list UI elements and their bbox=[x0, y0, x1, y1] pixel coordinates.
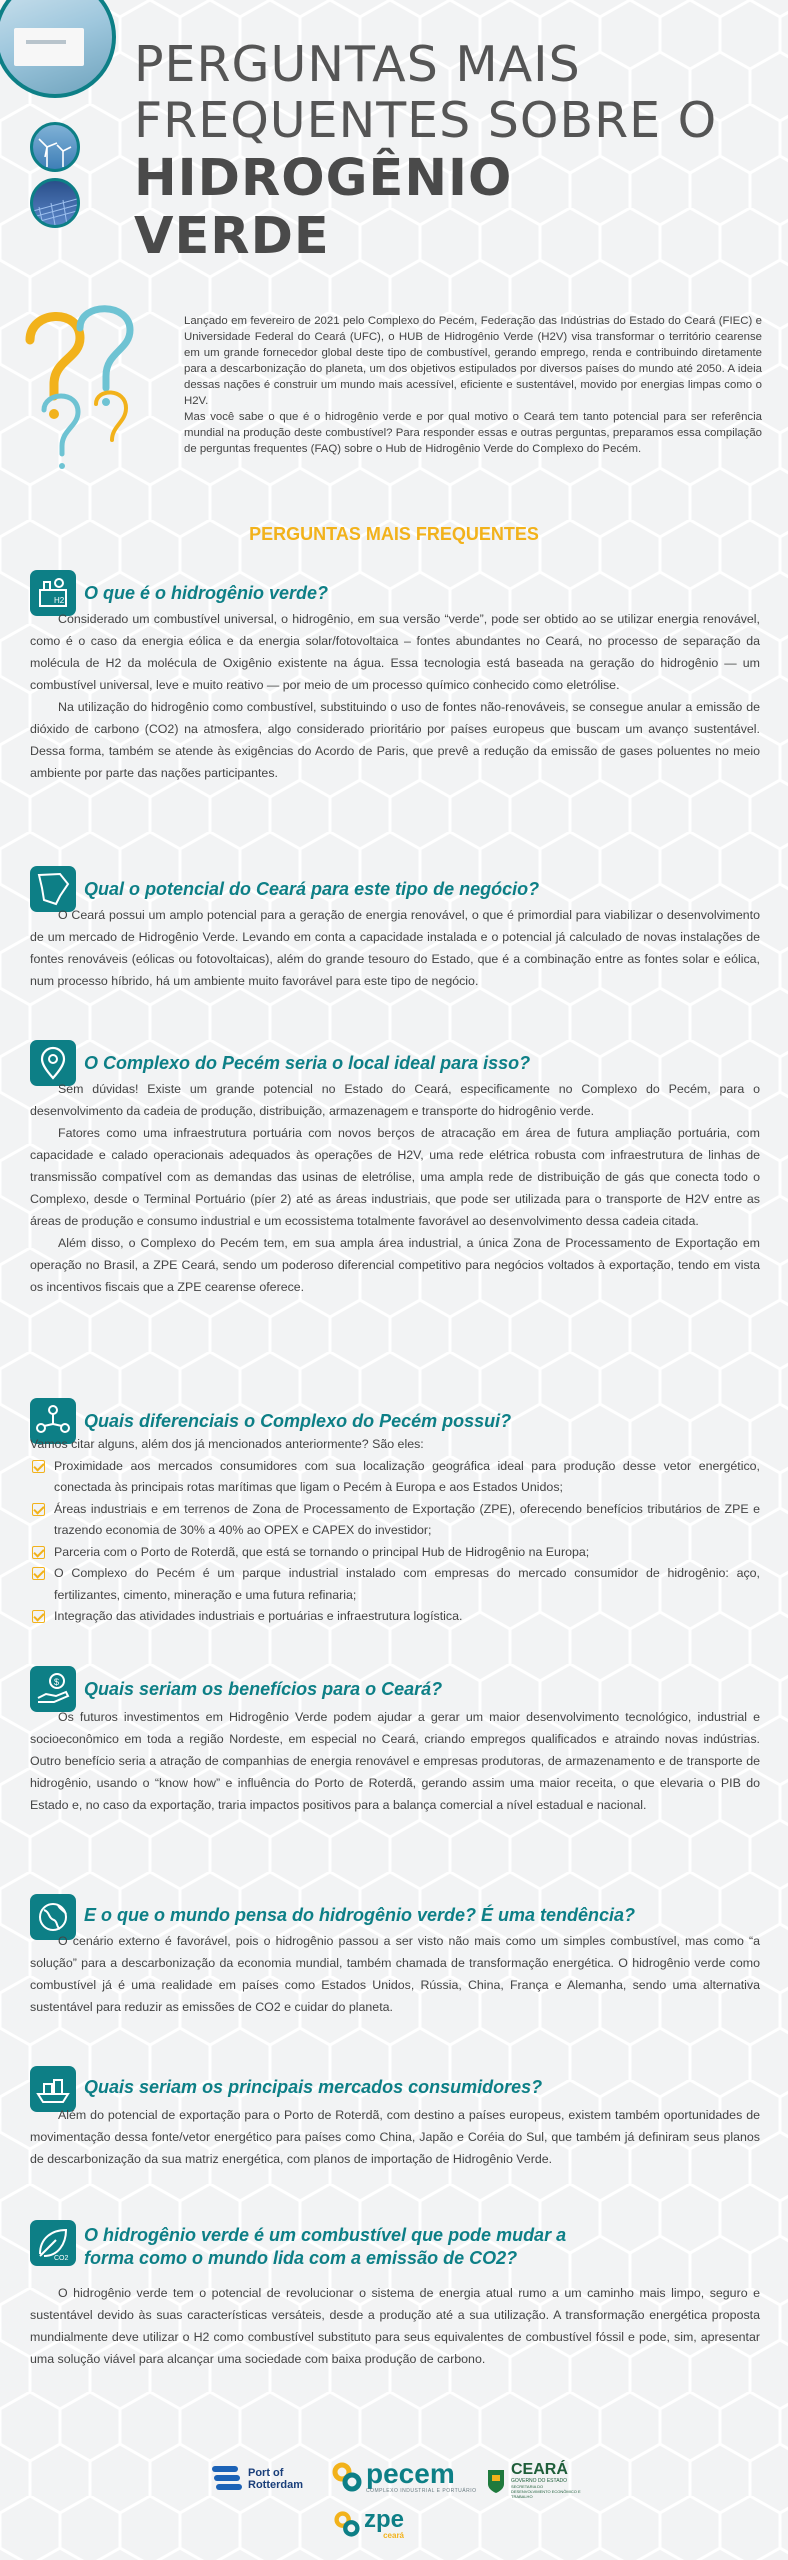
ceara-subtitle: SECRETARIA DO DESENVOLVIMENTO ECONÔMICO E TRABALHO bbox=[511, 2484, 581, 2499]
faq-question: Quais seriam os benefícios para o Ceará? bbox=[84, 1679, 443, 1699]
faq-question: Quais diferenciais o Complexo do Pecém possui? bbox=[84, 1411, 512, 1431]
svg-text:CO2: CO2 bbox=[54, 2255, 69, 2262]
rotterdam-text: Port of bbox=[248, 2467, 284, 2479]
pecem-logo bbox=[332, 2460, 477, 2494]
answer-paragraph: Sem dúvidas! Existe um grande potencial no Estado do Ceará, especificamente no Complexo do Pecém, para o desenvolvimento da cadeia de produção, distribuição, armazenagem e transporte do hidrogênio verde. bbox=[30, 1082, 760, 1118]
answer-paragraph: Além do potencial de exportação para o Porto de Roterdã, com destino a países europeus, existem também oportunidades de movimentação dessa fonte/vetor energético para países como China, Japão e Coréia do Sul, que também já definiram seus planos de descarbonização da sua matriz energética, com planos de importação de Hidrogênio Verde. bbox=[30, 2108, 760, 2166]
list-item: Parceria com o Porto de Roterdã, que está se tornando o principal Hub de Hidrogênio na Europa; bbox=[30, 1542, 760, 1564]
faq-question: E o que o mundo pensa do hidrogênio verde? É uma tendência? bbox=[84, 1905, 636, 1925]
answer-paragraph: Considerado um combustível universal, o hidrogênio, em sua versão “verde”, pode ser obtido ao se utilizar energia renovável, como é o caso da energia eólica e da energia solar/fotovoltaica – fontes abundantes no Ceará, no processo de separação da molécula de H2 da molécula de Oxigênio existente na água. Essa tecnologia está baseada na geração do hidrogênio — um combustível universal, leve e muito reativo — por meio de um processo químico conhecido como eletrólise. bbox=[30, 612, 760, 692]
answer-paragraph: Além disso, o Complexo do Pecém tem, em sua ampla área industrial, a única Zona de Processamento de Exportação em operação no Brasil, a ZPE Ceará, sendo um poderoso diferencial competitivo para negócios voltados à exportação, tendo em vista os incentivos fiscais que a ZPE cearense oferece. bbox=[30, 1236, 760, 1294]
answer-paragraph: Os futuros investimentos em Hidrogênio Verde podem ajudar a gerar um maior desenvolvimento tecnológico, industrial e socioeconômico em toda a região Nordeste, em especial no Ceará, criando empregos qualificados e atraindo novas indústrias. Outro benefício seria a atração de companhias de energia renovável e empresas produtoras, de armazenamento e de transporte de hidrogênio, usando o “know how” e influência do Porto de Roterdã, gerando assim uma maior receita, o que elevaria o PIB do Estado e, no caso da exportação, traria impactos positivos para a balança comercial a nível estadual e nacional. bbox=[30, 1710, 760, 1812]
list-item: O Complexo do Pecém é um parque industrial instalado com empresas do mercado consumidor de hidrogênio: aço, fertilizantes, cimento, mineração e uma futura refinaria; bbox=[30, 1563, 760, 1606]
pecem-wordmark: pecem bbox=[366, 2458, 455, 2489]
co2-leaf-icon bbox=[30, 2220, 76, 2266]
page-title-line-2: FREQUENTES SOBRE O bbox=[134, 92, 718, 149]
faq-question: Quais seriam os principais mercados consumidores? bbox=[84, 2077, 543, 2097]
faq-section-co2 bbox=[30, 2220, 760, 2420]
page-title-line-1: PERGUNTAS MAIS bbox=[134, 36, 581, 93]
faq-question-line: O hidrogênio verde é um combustível que pode mudar a bbox=[84, 2225, 567, 2245]
port-of-rotterdam-logo bbox=[212, 2466, 303, 2492]
faq-section-markets bbox=[30, 2066, 760, 2206]
zpe-ceara-logo bbox=[334, 2508, 404, 2540]
rotterdam-waves-icon bbox=[212, 2466, 242, 2492]
faq-answer bbox=[30, 608, 760, 784]
zpe-symbol-icon bbox=[334, 2511, 360, 2537]
hub-building-photo bbox=[0, 0, 116, 98]
pecem-symbol-icon bbox=[332, 2462, 362, 2492]
differentials-list bbox=[30, 1456, 760, 1628]
wind-turbine-photo bbox=[30, 122, 80, 172]
answer-paragraph: Fatores como uma infraestrutura portuária com novos berços de atracação em área de futura ampliação portuária, com capacidade e calado operacionais adequados às operações de H2V, uma rede elétrica robusta com infraestrutura de linhas de transmissão compatível com as demandas das usinas de eletrólise, uma ampla rede de distribuição de gás que conecta todo o Complexo, desde o Terminal Portuário (píer 2) até as áreas industriais, que pode ser utilizada para o transporte de H2V entre as áreas de produção e consumo industrial e um ecossistema totalmente favorável ao desenvolvimento dessa cadeia citada. bbox=[30, 1126, 760, 1228]
faq-answer bbox=[30, 1434, 760, 1628]
faq-question bbox=[84, 2224, 566, 2270]
faq-answer bbox=[30, 1078, 760, 1298]
checkbox-icon bbox=[32, 1567, 45, 1580]
question-marks-illustration bbox=[10, 300, 142, 480]
partner-logos bbox=[0, 2460, 788, 2550]
checkbox-icon bbox=[32, 1610, 45, 1623]
zpe-wordmark: zpe bbox=[364, 2506, 405, 2533]
intro-text bbox=[184, 313, 762, 457]
faq-section-world-trend bbox=[30, 1894, 760, 2054]
list-item: Áreas industriais e em terrenos de Zona de Processamento de Exportação (ZPE), oferecendo benefícios tributários de ZPE e trazendo economia de 30% a 40% ao OPEX e CAPEX do investidor; bbox=[30, 1499, 760, 1542]
checkbox-icon bbox=[32, 1460, 45, 1473]
faq-section-benefits bbox=[30, 1666, 760, 1876]
faq-question: Qual o potencial do Ceará para este tipo de negócio? bbox=[84, 879, 540, 899]
pecem-tagline: COMPLEXO INDUSTRIAL E PORTUÁRIO bbox=[366, 2488, 477, 2494]
faq-answer bbox=[30, 1930, 760, 2018]
faq-section-differentials bbox=[30, 1398, 760, 1658]
answer-paragraph: O cenário externo é favorável, pois o hidrogênio passou a ser visto não mais como um simples combustível, mas como “a solução” para a descarbonização da economia mundial, também chamada de transformação energética. O hidrogênio verde como combustível já é uma realidade em países como Estados Unidos, Rússia, China, França e Alemanha, sendo uma alternativa sustentável para reduzir as emissões de CO2 e cuidar do planeta. bbox=[30, 1934, 760, 2014]
svg-text:H2: H2 bbox=[54, 596, 65, 605]
faq-question-line: forma como o mundo lida com a emissão de CO2? bbox=[84, 2248, 518, 2268]
faq-question: O Complexo do Pecém seria o local ideal para isso? bbox=[84, 1053, 531, 1073]
faq-section-potential bbox=[30, 866, 760, 1026]
answer-paragraph: O Ceará possui um amplo potencial para a geração de energia renovável, o que é primordial para viabilizar o desenvolvimento de um mercado de Hidrogênio Verde. Levando em conta a capacidade instalada e o potencial já calculado de novas instalações de fontes renováveis (eólicas ou fotovoltaicas), além do grande tesouro do Estado, que é a combinação entre as fontes solar e eólica, num processo híbrido, há um ambiente muito favorável para este tipo de negócio. bbox=[30, 908, 760, 988]
faq-section-pecem-ideal bbox=[30, 1040, 760, 1380]
faq-answer bbox=[30, 904, 760, 992]
svg-text:$: $ bbox=[54, 1677, 60, 1687]
solar-panel-photo bbox=[30, 178, 80, 228]
faq-answer bbox=[30, 2282, 760, 2370]
faq-heading: PERGUNTAS MAIS FREQUENTES bbox=[249, 524, 539, 544]
intro-paragraph: Lançado em fevereiro de 2021 pelo Complexo do Pecém, Federação das Indústrias do Estado do Ceará (FIEC) e Universidade Federal do Ceará (UFC), o HUB de Hidrogênio Verde (H2V) visa transformar o território cearense em um grande fornecedor global deste tipo de combustível, gerando emprego, renda e contribuindo diretamente para a descarbonização do planeta, um dos objetivos estipulados por diversos países do mundo até 2050. A ideia dessas nações é construir um mundo mais acessível, eficiente e sustentável, movido por energias limpas como o H2V. bbox=[184, 315, 762, 407]
zpe-subtitle: ceará bbox=[383, 2531, 405, 2540]
page-title-line-3: HIDROGÊNIO bbox=[134, 149, 513, 208]
ceara-government-logo bbox=[486, 2462, 581, 2499]
list-item: Proximidade aos mercados consumidores com sua localização geográfica ideal para produção desse vetor energético, conectada às principais rotas marítimas que ligam o Pecém à Europa e aos Estados Unidos; bbox=[30, 1456, 760, 1499]
faq-question: O que é o hidrogênio verde? bbox=[84, 583, 329, 603]
ceara-crest-icon bbox=[486, 2468, 506, 2494]
faq-section-what-is bbox=[30, 570, 760, 860]
answer-paragraph: O hidrogênio verde tem o potencial de revolucionar o sistema de energia atual rumo a um caminho mais limpo, seguro e sustentável devido às suas características versáteis, desde a produção até a sua utilização. A transformação energética proposta mundialmente deve utilizar o H2 como combustível substituto para seus equivalentes de combustível fóssil e pode, sim, apresentar uma solução viável para alcançar uma sociedade com baixa produção de carbono. bbox=[30, 2286, 760, 2366]
answer-lead: Vamos citar alguns, além dos já mencionados anteriormente? São eles: bbox=[30, 1437, 424, 1451]
rotterdam-text: Rotterdam bbox=[248, 2479, 304, 2491]
ceara-text: CEARÁ bbox=[511, 2461, 568, 2478]
ceara-subtitle: GOVERNO DO ESTADO bbox=[511, 2478, 568, 2484]
page-title-line-4: VERDE bbox=[134, 207, 330, 266]
intro-paragraph: Mas você sabe o que é o hidrogênio verde e por qual motivo o Ceará tem tanto potencial para ser referência mundial na produção deste combustível? Para responder essas e outras perguntas, preparamos essa compilação de perguntas frequentes (FAQ) sobre o Hub de Hidrogênio Verde do Complexo do Pecém. bbox=[184, 411, 762, 455]
answer-paragraph: Na utilização do hidrogênio como combustível, substituindo o uso de fontes não-renováveis, se consegue anular a emissão de dióxido de carbono (CO2) na atmosfera, algo considerado prioritário por países europeus que buscam um avanço sustentável. Dessa forma, também se atende às exigências do Acordo de Paris, que prevê a redução da emissão de gases poluentes no meio ambiente por parte das nações participantes. bbox=[30, 700, 760, 780]
faq-answer bbox=[30, 2104, 760, 2170]
faq-answer bbox=[30, 1706, 760, 1816]
checkbox-icon bbox=[32, 1546, 45, 1559]
checkbox-icon bbox=[32, 1503, 45, 1516]
list-item: Integração das atividades industriais e portuárias e infraestrutura logística. bbox=[30, 1606, 760, 1628]
